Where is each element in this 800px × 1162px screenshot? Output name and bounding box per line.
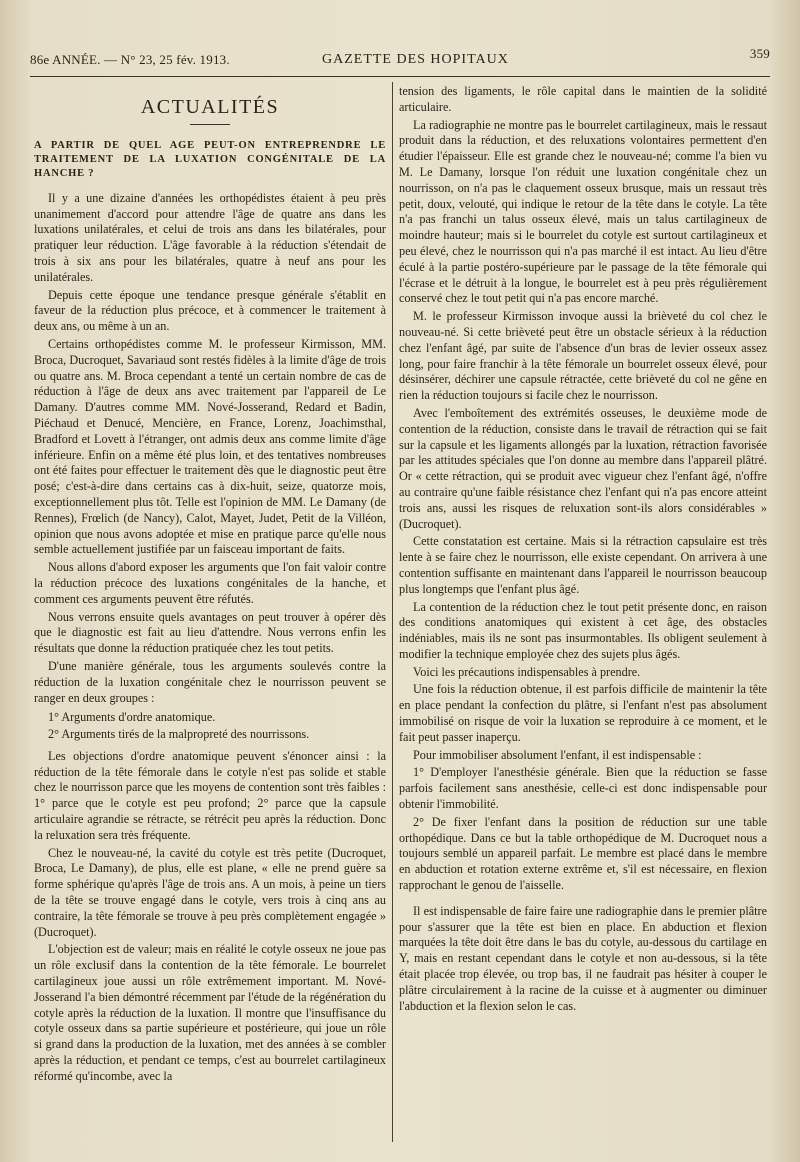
section-title: ACTUALITÉS bbox=[140, 96, 280, 118]
argument-list bbox=[34, 710, 386, 743]
paragraph: Pour immobiliser absolument l'enfant, il est indispensable : bbox=[413, 747, 702, 762]
issue-info: 86e ANNÉE. — N° 23, 25 fév. 1913. bbox=[30, 52, 230, 67]
list-item: 1° Arguments d'ordre anatomique. bbox=[48, 710, 216, 725]
page-number: 359 bbox=[749, 46, 770, 61]
paragraph: Nous verrons ensuite quels avantages on peut trouver à opérer dès que le diagnostic est fait au lieu d'attendre. Nous verrons enfin les résultats que donne la réduction pratiquée chez les tout petits. bbox=[34, 609, 386, 656]
page-header bbox=[30, 46, 770, 72]
paragraph: Voici les précautions indispensables à prendre. bbox=[413, 664, 641, 679]
header-rule bbox=[30, 76, 770, 77]
paragraph: Les objections d'ordre anatomique peuvent s'énoncer ainsi : la réduction de la tête fémorale dans le cotyle n'est pas solide et stable chez le nourrisson parce que les moyens de contention sont très faibles : 1° parce que le cotyle est peu profond; 2° parce que la capsule articulaire agrandie se rétracte, se rétrécit peu après la réduction. Donc la reluxation sera très fréquente. bbox=[34, 748, 386, 842]
paragraph: Cette constatation est certaine. Mais si la rétraction capsulaire est très lente à se faire chez le nourrisson, elle existe cependant. On arrivera à une contention suffisante en maintenant dans l'appareil le nourrisson beaucoup plus longtemps que l'enfant plus âgé. bbox=[399, 534, 767, 596]
paragraph: Certains orthopédistes comme M. le professeur Kirmisson, MM. Broca, Ducroquet, Savariaud sont restés fidèles à la limite d'âge de trois ou quatre ans. M. Broca cependant a tenté un certain nombre de cas de réduction à l'âge de deux ans avec traitement par l'appareil de Le Damany. D'autres comme MM. Nové-Josserand, Redard et Badin, Piéchaud et Denucé, Mencière, en France, Lorenz, Joachimsthal, Bradford et Lovett à l'étranger, ont admis deux ans comme limite d'âge inférieure. Enfin on a même été plus loin, et des tentatives nombreuses ont été faites pour effectuer le traitement dès que le diagnostic peut être posé; c'est-à-dire dans certains cas à dix-huit, seize, quatorze mois, exceptionnellement plus tôt. Telle est l'opinion de MM. Le Damany (de Rennes), Frœlich (de Nancy), Calot, Mayet, Judet, Petit de la Villéon, opinion que nous avons adoptée et mise en pratique parce qu'elle nous semble actuellement justifiée par un faisceau important de faits. bbox=[34, 336, 386, 557]
list-item: 2° Arguments tirés de la malpropreté des nourrissons. bbox=[48, 727, 310, 742]
paragraph: La radiographie ne montre pas le bourrelet cartilagineux, mais le ressaut produit dans la réduction, et des reluxations volontaires permettent d'en étudier l'épaisseur. Elle est grande chez le nouveau-né; comme l'a bien vu M. Le Damany, lorsque l'on réduit une luxation congénitale chez un nourrisson, on n'a pas le claquement osseux brusque, mais un ressaut très petit, doux, velouté, qui indique le retour de la tête dans le cotyle. La tête n'a pas franchi un talus osseux élevé, mais un talus cartilagineux de moindre hauteur; mais si le bourrelet du cotyle est surtout cartilagineux et peu élevé, chez le nourrisson qui n'a pas marché il est intact. Au lieu d'être éculé à la partie postéro-supérieure par le passage de la tête fémorale qui l'écrase et le détruit à la longue, le bourrelet est à peu près régulièrement conservé chez le tout petit qui n'a pas encore marché. bbox=[399, 117, 767, 306]
paragraph: Chez le nouveau-né, la cavité du cotyle est très petite (Ducroquet, Broca, Le Damany), de plus, elle est plane, « elle ne prend guère sa forme sphérique qu'après l'âge de trois ans. A un mois, à peine un tiers de la tête se trouve engagé dans le cotyle, vers trois à cinq ans au contraire, la tête fémorale se trouve à peu près complètement engagée » (Ducroquet). bbox=[34, 845, 386, 939]
paragraph: Il est indispensable de faire faire une radiographie dans le premier plâtre pour s'assurer que la tête est bien en place. En abduction et flexion marquées la tête doit être dans le bas du cotyle, au-dessous du cartilage en Y, mais en restant cependant dans le cotyle et non au-dessous, si la tête était placée trop élevée, ou trop bas, il ne faudrait pas hésiter à couper le plâtre circulairement à la racine de la cuisse et à augmenter ou diminuer l'abduction et la flexion selon le cas. bbox=[399, 903, 767, 1013]
paragraph: D'une manière générale, tous les arguments soulevés contre la réduction de la luxation congénitale chez le nourrisson peuvent se ranger en deux groupes : bbox=[34, 658, 386, 705]
paragraph: Une fois la réduction obtenue, il est parfois difficile de maintenir la tête en place pendant la confection du plâtre, si l'enfant n'est pas absolument immobilisé on risque de voir la luxation se reproduire à ce moment, et le fait peut passer inaperçu. bbox=[399, 682, 767, 744]
right-column bbox=[399, 84, 767, 1016]
paragraph: Il y a une dizaine d'années les orthopédistes étaient à peu près unanimement d'accord pour attendre l'âge de quatre ans dans les luxations unilatérales, et celui de trois ans dans les bilatérales, pour pratiquer leur réduction. L'âge favorable à la réduction s'étendait de trois à six ans pour les bilatérales, quatre à neuf ans pour les unilatérales. bbox=[34, 190, 386, 284]
column-divider bbox=[392, 82, 393, 1142]
title-rule bbox=[190, 124, 230, 125]
list-item: 1° D'employer l'anesthésie générale. Bien que la réduction se fasse parfois facilement sans anesthésie, celle-ci est donc indispensable pour obtenir l'immobilité. bbox=[399, 765, 767, 812]
paragraph: Depuis cette époque une tendance presque générale s'établit en faveur de la réduction plus précoce, et à commencer le traitement à deux ans, ou même à un an. bbox=[34, 287, 386, 334]
paragraph: Nous allons d'abord exposer les arguments que l'on fait valoir contre la réduction précoce des luxations congénitales de la hanche, et comment ces arguments peuvent être réfutés. bbox=[34, 560, 386, 606]
paragraph: Avec l'emboîtement des extrémités osseuses, le deuxième mode de contention de la réduction, consiste dans le travail de rétraction qui se fait sur la capsule et les ligaments allongés par la luxation, rétraction favorisée par les attitudes spéciales que l'on donne au membre dans l'appareil plâtré. Or « cette rétraction, qui se produit avec vigueur chez l'enfant âgé, n'offre au contraire qu'une faible résistance chez l'enfant qui n'a pas encore atteint trois ans, aussi les risques de reluxation sont-ils alors considérables » (Ducroquet). bbox=[399, 405, 767, 531]
paragraph: La contention de la réduction chez le tout petit présente donc, en raison des conditions anatomiques qui existent à cet âge, des obstacles indéniables, mais ils ne sont pas insurmontables. Ils obligent seulement à modifier la technique employée chez des sujets plus âgés. bbox=[399, 599, 767, 661]
article-title: A PARTIR DE QUEL AGE PEUT-ON ENTREPRENDRE LE TRAITEMENT DE LA LUXATION CONGÉNITALE DE LA HANCHE ? bbox=[34, 139, 386, 179]
paragraph: M. le professeur Kirmisson invoque aussi la brièveté du col chez le nouveau-né. Si cette brièveté peut être un obstacle sérieux à la réduction chez l'enfant âgé, par suite de l'absence d'un bras de levier osseux assez long, pour faire franchir à la tête fémorale un bourrelet osseux élevé, pour désinsérer, déchirer une capsule rétractée, cette brièveté du col ne gêne en rien la réduction toujours si facile chez le nourrisson. bbox=[399, 309, 767, 403]
spacer bbox=[399, 896, 767, 904]
left-column bbox=[34, 84, 386, 1087]
paragraph: L'objection est de valeur; mais en réalité le cotyle osseux ne joue pas un rôle exclusif dans la contention de la tête fémorale. Le bourrelet cartilagineux joue aussi un rôle extrêmement important. M. Nové-Josserand l'a bien démontré récemment par l'étude de la régénération du cotyle après la réduction de la luxation. Il montre que l'insuffisance du cotyle osseux dans sa partie supérieure et postérieure, qui joue un rôle si grand dans la production de la luxation, met des années à se combler après la réduction, et pendant ce temps, c'est au bourrelet cartilagineux réformé qu'incombe, avec la bbox=[34, 942, 386, 1083]
paragraph: tension des ligaments, le rôle capital dans le maintien de la solidité articulaire. bbox=[399, 84, 767, 114]
list-item: 2° De fixer l'enfant dans la position de réduction sur une table orthopédique. Dans ce but la table orthopédique de M. Ducroquet nous a toujours semblé un appareil parfait. Le membre est placé dans le membre en abduction et rotation externe extrême et, s'il est nécessaire, en flexion rapprochant le genou de l'aisselle. bbox=[399, 814, 767, 893]
journal-title: GAZETTE DES HOPITAUX bbox=[322, 52, 509, 67]
precaution-list bbox=[399, 765, 767, 893]
